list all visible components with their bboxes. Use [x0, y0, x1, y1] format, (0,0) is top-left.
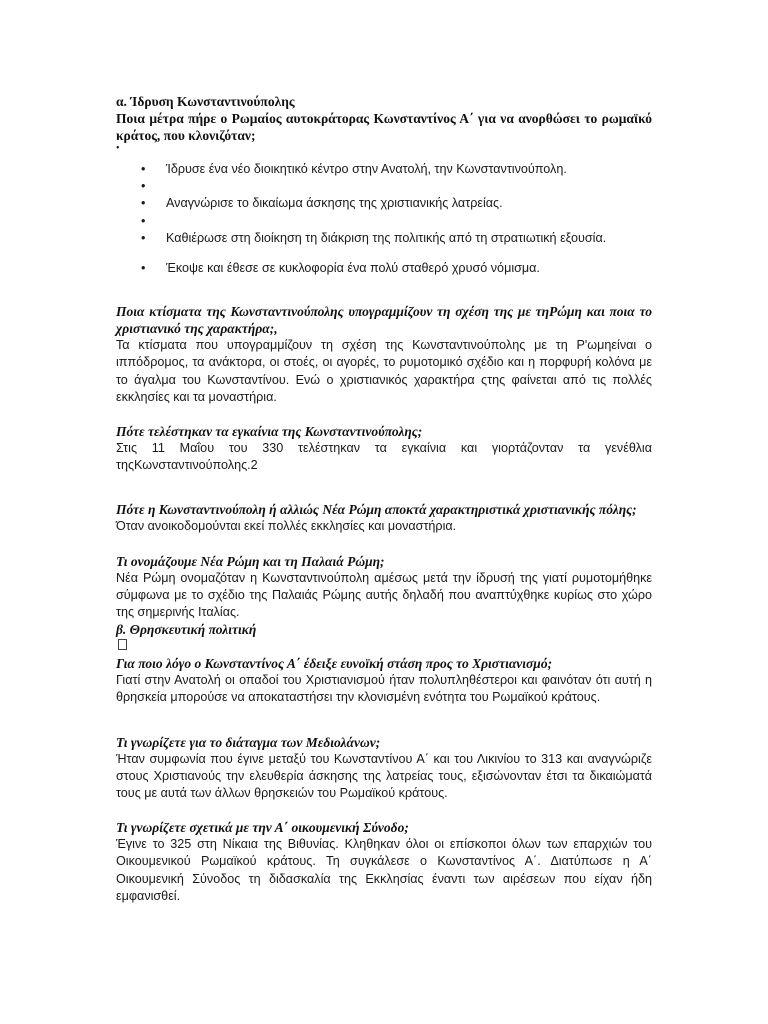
question-inauguration: Πότε τελέστηκαν τα εγκαίνια της Κωνσταντινούπολης;	[116, 424, 423, 439]
bullet-icon: •	[141, 230, 146, 245]
list-item: • Καθιέρωσε στη διοίκηση τη διάκριση της πολιτικής από τη στρατιωτική εξουσία.	[116, 230, 652, 247]
question-christian-city: Πότε η Κωνσταντινούπολη ή αλλιώς Νέα Ρώμη αποκτά χαρακτηριστικά χριστιανικής πόλης;	[116, 502, 637, 518]
document-page	[116, 93, 652, 905]
answer-inauguration: Στις 11 Μαΐου του 330 τελέστηκαν τα εγκαίνια και γιορτάζονταν τα γενέθλια τηςΚωνσταντινούπολης.2	[116, 441, 652, 473]
question-measures: Ποια μέτρα πήρε ο Ρωμαίος αυτοκράτορας Κωνσταντίνος Α΄ για να ανορθώσει το ρωμαϊκό κράτος, που κλονιζόταν;	[116, 111, 652, 143]
answer-new-rome: Νέα Ρώμη ονομαζόταν η Κωνσταντινούπολη αμέσως μετά την ίδρυσή της γιατί ρυμοτομήθηκε σύμφωνα με το σχέδιο της Παλαιάς Ρώμης αυτής δηλαδή που αναπτύχθηκε κυρίως στο χώρο της σημερινής Ιταλίας.	[116, 570, 652, 620]
measures-list	[116, 161, 652, 277]
answer-first-council: Έγινε το 325 στη Νίκαια της Βιθυνίας. Κληθηκαν όλοι οι επίσκοποι όλων των επαρχιών του Οικουμενικού Ρωμαϊκού κράτους. Τη συγκάλεσε ο Κωνσταντίνος Α΄. Διατύπωσε η Α΄ Οικουμενική Σύνοδος τη διδασκαλία της Εκκλησίας έναντι των αιρέσεων που είχαν ήδη εμφανισθεί.	[116, 837, 652, 903]
bullet-icon: •	[141, 196, 146, 211]
bullet-icon: •	[141, 162, 146, 176]
bullet-icon: •	[141, 260, 146, 275]
section-a-heading: α. Ίδρυση Κωνσταντινούπολης	[116, 94, 295, 109]
answer-buildings: Τα κτίσματα που υπογραμμίζουν τη σχέση της Κωνσταντινούπολης με τη Ρ'ωμηείναι ο ιππόδρομος, τα ανάκτορα, οι στοές, οι αγορές, το ρυμοτομικό σχέδιο και η πορφυρή κολόνα με το άγαλμα του Κωνσταντίνου. Ενώ ο χριστιανικός χαρακτήρα ςτης φαίνεται από τις πολλές εκκλησίες και τα μοναστήρια.	[116, 338, 652, 404]
question-buildings: Ποια κτίσματα της Κωνσταντινούπολης υπογραμμίζουν τη σχέση της με τηΡώμη και ποια το χριστιανικό της χαρακτήρα;,	[116, 304, 652, 337]
bullet-icon: •	[141, 213, 146, 228]
answer-edict-milan: Ήταν συμφωνία που έγινε μεταξύ του Κωνσταντίνου Α΄ και του Λικινίου το 313 και αναγνώριζε στους Χριστιανούς την ελευθερία άσκησης της λατρείας τους, εξισώνονταν έτσι τα δικαιώματά τους με αυτά των άλλων θρησκειών του Ρωμαϊκού κράτους.	[116, 751, 652, 801]
question-first-council: Τι γνωρίζετε σχετικά με την Α΄ οικουμενική Σύνοδο;	[116, 820, 409, 836]
stray-bullet: •	[116, 143, 120, 154]
placeholder-glyph	[116, 638, 652, 655]
question-edict-milan: Τι γνωρίζετε για το διάταγμα των Μεδιολάνων;	[116, 734, 381, 750]
list-item: • Αναγνώρισε το δικαίωμα άσκησης της χριστιανικής λατρείας.	[116, 195, 652, 212]
answer-christian-city: Όταν ανοικοδομούνται εκεί πολλές εκκλησίες και μοναστήρια.	[116, 519, 457, 534]
section-b-heading: β. Θρησκευτική πολιτική	[116, 622, 257, 638]
question-new-rome: Τι ονομάζουμε Νέα Ρώμη και τη Παλαιά Ρώμη;	[116, 553, 385, 569]
list-item: • Έκοψε και έθεσε σε κυκλοφορία ένα πολύ σταθερό χρυσό νόμισμα.	[116, 260, 652, 277]
bullet-icon: •	[141, 179, 146, 194]
list-item: • Ίδρυσε ένα νέο διοικητικό κέντρο στην Ανατολή, την Κωνσταντινούπολη.	[116, 161, 652, 178]
list-item	[116, 213, 652, 230]
list-item	[116, 178, 652, 195]
missing-glyph-icon	[118, 639, 127, 650]
question-favour: Για ποιο λόγο ο Κωνσταντίνος Α΄ έδειξε ευνοϊκή στάση προς το Χριστιανισμό;	[116, 656, 553, 672]
answer-favour: Γιατί στην Ανατολή οι οπαδοί του Χριστιανισμού ήταν πολυπληθέστεροι και φαινόταν ότι αυτή η θρησκεία μπορούσε να αποκαταστήσει την κλονισμένη ενότητα του Ρωμαϊκού κράτους.	[116, 673, 652, 705]
